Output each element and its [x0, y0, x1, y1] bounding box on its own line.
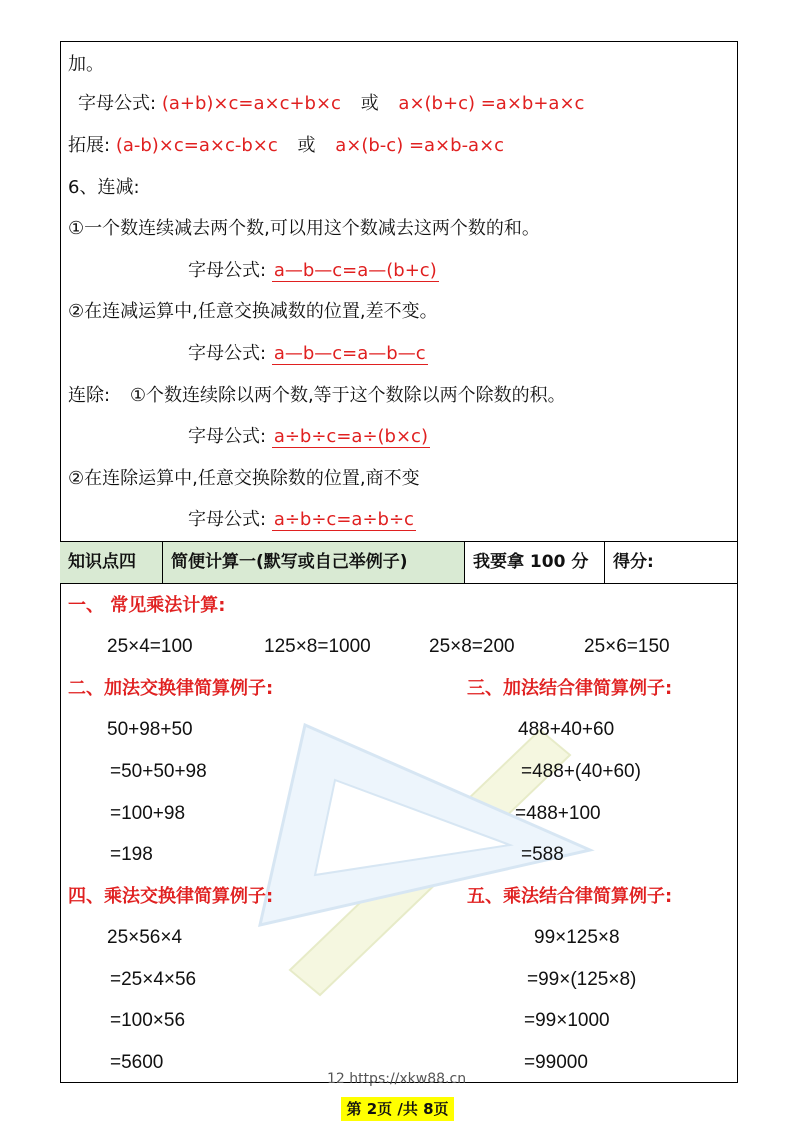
- formula-line-1: [78, 92, 584, 116]
- rule-3-formula-line: [188, 425, 430, 449]
- formula-distributive-add: (a+b)×c=a×c+b×c: [161, 93, 341, 114]
- section-3-heading: 三、加法结合律简算例子:: [467, 678, 673, 699]
- formula-line-2: [68, 134, 504, 158]
- formula-distributive-sub: (a-b)×c=a×c-b×c: [115, 135, 278, 156]
- formula-distributive-sub-alt: a×(b-c) =a×b-a×c: [335, 135, 505, 156]
- rule-2-formula-line: [188, 342, 428, 366]
- formula-label: 字母公式:: [188, 343, 267, 364]
- item-6-heading: 6、连减:: [68, 177, 140, 198]
- source-url: 12 https://xkw88.cn: [326, 1071, 467, 1087]
- topic-cell: 简便计算一(默写或自己举例子): [163, 542, 465, 583]
- s3-step: =488+(40+60): [521, 761, 641, 782]
- s2-step: =100+98: [110, 803, 186, 824]
- page-indicator: 第 2页 /共 8页: [341, 1097, 454, 1121]
- s5-step: =99×(125×8): [527, 969, 637, 990]
- s1-equation: 125×8=1000: [264, 636, 371, 657]
- formula-label: 字母公式:: [188, 509, 267, 530]
- s3-step: =588: [521, 844, 564, 865]
- section-5-heading: 五、乘法结合律简算例子:: [467, 886, 673, 907]
- s1-equation: 25×6=150: [584, 636, 670, 657]
- section-2-heading: 二、加法交换律简算例子:: [68, 678, 274, 699]
- or-text: 或: [297, 135, 316, 156]
- s5-step: 99×125×8: [534, 927, 620, 948]
- continuation-text: 加。: [68, 54, 104, 75]
- goal-cell: 我要拿 100 分: [465, 542, 605, 583]
- s4-step: =100×56: [110, 1010, 186, 1031]
- or-text: 或: [360, 93, 379, 114]
- division-label: 连除:: [68, 385, 111, 406]
- rule-2-formula: a—b—c=a—b—c: [273, 343, 426, 364]
- s4-step: =5600: [110, 1052, 164, 1073]
- s1-equation: 25×8=200: [429, 636, 515, 657]
- rule-4-text: ②在连除运算中,任意交换除数的位置,商不变: [68, 468, 420, 489]
- formula-label: 字母公式:: [78, 93, 157, 114]
- s2-step: =198: [110, 844, 153, 865]
- s3-step: =488+100: [515, 803, 601, 824]
- rule-3-text: ①个数连续除以两个数,等于这个数除以两个除数的积。: [129, 385, 566, 406]
- knowledge-point-cell: 知识点四: [60, 542, 163, 583]
- rule-1-formula-line: [188, 259, 439, 283]
- s5-step: =99000: [524, 1052, 588, 1073]
- section-1-heading: 一、 常见乘法计算:: [68, 595, 226, 616]
- rule-1-formula: a—b—c=a—(b+c): [273, 260, 437, 281]
- s4-step: =25×4×56: [110, 969, 197, 990]
- knowledge-point-header-row: [60, 541, 738, 584]
- s1-equation: 25×4=100: [107, 636, 193, 657]
- s3-step: 488+40+60: [518, 719, 615, 740]
- formula-label: 字母公式:: [188, 426, 267, 447]
- rule-2-text: ②在连减运算中,任意交换减数的位置,差不变。: [68, 301, 438, 322]
- rule-1-text: ①一个数连续减去两个数,可以用这个数减去这两个数的和。: [68, 218, 540, 239]
- s2-step: =50+50+98: [110, 761, 207, 782]
- rule-3-line: [68, 384, 566, 408]
- section-4-heading: 四、乘法交换律简算例子:: [68, 886, 274, 907]
- s2-step: 50+98+50: [107, 719, 193, 740]
- rule-3-formula: a÷b÷c=a÷(b×c): [273, 426, 428, 447]
- rule-4-formula-line: [188, 508, 416, 532]
- score-cell: 得分:: [613, 552, 654, 572]
- extension-label: 拓展:: [68, 135, 111, 156]
- formula-label: 字母公式:: [188, 260, 267, 281]
- s4-step: 25×56×4: [107, 927, 183, 948]
- s5-step: =99×1000: [524, 1010, 610, 1031]
- rule-4-formula: a÷b÷c=a÷b÷c: [273, 509, 414, 530]
- formula-distributive-add-alt: a×(b+c) =a×b+a×c: [398, 93, 585, 114]
